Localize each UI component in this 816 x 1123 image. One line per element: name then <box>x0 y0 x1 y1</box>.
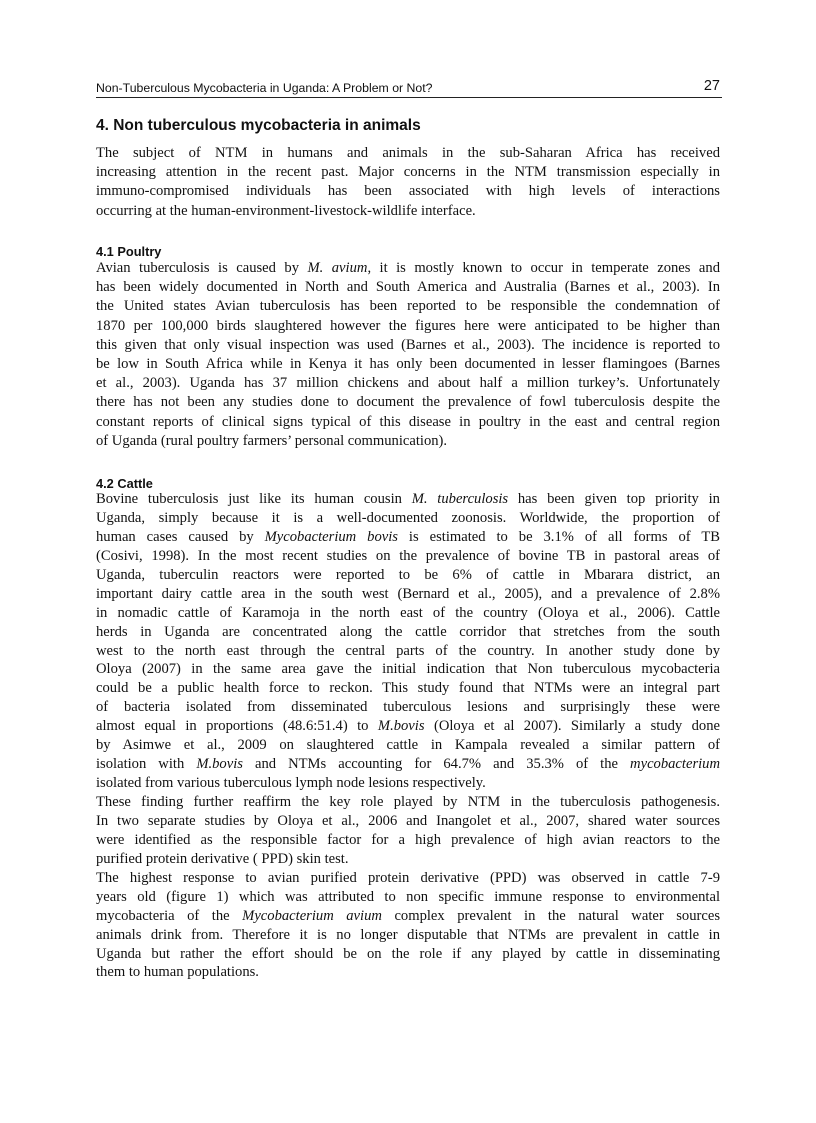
text-run: is estimated to be 3.1% of all forms of TB <box>397 528 720 545</box>
text-run: west to the north east through the central parts of the country. In another study done by <box>96 642 720 659</box>
text-run: could be a public health force to reckon. This study found that NTMs were an integral part <box>96 680 720 697</box>
text-run: (Oloya et al 2007). Similarly a study done <box>424 718 720 735</box>
text-line <box>96 907 720 926</box>
text-line <box>96 831 720 850</box>
italic-term: Mycobacterium avium <box>242 907 382 924</box>
text-line <box>96 278 720 297</box>
text-run: human cases caused by <box>96 528 265 545</box>
text-run: them to human populations. <box>96 964 259 981</box>
text-run: herds in Uganda are concentrated along the cattle corridor that stretches from the south <box>96 623 720 640</box>
text-line <box>96 317 720 336</box>
text-line <box>96 528 720 547</box>
text-line <box>96 660 720 679</box>
text-run: of bacteria isolated from disseminated tuberculous lesions and surprisingly these were <box>96 699 720 716</box>
text-line <box>96 755 720 774</box>
text-line <box>96 850 720 869</box>
italic-term: M. avium <box>307 260 368 276</box>
poultry-paragraph <box>96 259 720 451</box>
cattle-paragraph <box>96 490 720 982</box>
text-line <box>96 163 720 182</box>
text-line <box>96 736 720 755</box>
text-run: 1870 per 100,000 birds slaughtered however the figures here were anticipated to be higher than <box>96 317 720 334</box>
text-run: years old (figure 1) which was attributed to non specific immune response to environmental <box>96 888 720 905</box>
text-run: The highest response to avian purified protein derivative (PPD) was observed in cattle 7-9 <box>96 869 720 886</box>
text-line <box>96 259 720 278</box>
text-run: immuno-compromised individuals has been associated with high levels of interactions <box>96 183 720 200</box>
text-run: Bovine tuberculosis just like its human cousin <box>96 491 412 507</box>
text-line <box>96 679 720 698</box>
text-line <box>96 336 720 355</box>
text-line <box>96 869 720 888</box>
text-run: complex prevalent in the natural water sources <box>381 907 720 924</box>
text-line <box>96 717 720 736</box>
text-run: and NTMs accounting for 64.7% and 35.3% of the <box>242 756 631 773</box>
text-run: Oloya (2007) in the same area gave the initial indication that Non tuberculous mycobacteria <box>96 661 720 678</box>
text-run: has been widely documented in North and South America and Australia (Barnes et al., 2003). In <box>96 279 720 296</box>
text-run: (Cosivi, 1998). In the most recent studies on the prevalence of bovine TB in pastoral areas of <box>96 547 720 564</box>
text-line <box>96 926 720 945</box>
text-line <box>96 623 720 642</box>
text-line <box>96 774 720 793</box>
text-line <box>96 585 720 604</box>
text-run: has been given top priority in <box>508 491 720 507</box>
text-line <box>96 642 720 661</box>
text-run: the United states Avian tuberculosis has been reported to be responsible the condemnation of <box>96 298 720 315</box>
text-line <box>96 963 720 982</box>
text-line <box>96 432 720 451</box>
text-run: by Asimwe et al., 2009 on slaughtered cattle in Kampala revealed a similar pattern of <box>96 737 720 754</box>
text-run: almost equal in proportions (48.6:51.4) to <box>96 718 378 735</box>
text-run: occurring at the human-environment-livestock-wildlife interface. <box>96 202 476 219</box>
text-line <box>96 812 720 831</box>
italic-term: mycobacterium <box>630 756 720 773</box>
text-run: mycobacteria of the <box>96 907 243 924</box>
text-line <box>96 547 720 566</box>
text-line <box>96 793 720 812</box>
text-line <box>96 393 720 412</box>
italic-term: M. tuberculosis <box>411 491 509 507</box>
text-line <box>96 698 720 717</box>
text-run: important dairy cattle area in the south west (Bernard et al., 2005), and a prevalence of 2.8% <box>96 585 720 602</box>
page-number: 27 <box>703 78 720 94</box>
text-run: were identified as the responsible factor for a high prevalence of high avian reactors to the <box>96 831 720 848</box>
text-run: this given that only visual inspection was used (Barnes et al., 2003). The incidence is reported to <box>96 336 720 353</box>
text-line <box>96 509 720 528</box>
intro-paragraph <box>96 144 720 221</box>
text-line <box>96 945 720 964</box>
text-line <box>96 374 720 393</box>
text-line <box>96 355 720 374</box>
text-line <box>96 566 720 585</box>
text-run: purified protein derivative ( PPD) skin test. <box>96 850 349 867</box>
text-run: isolation with <box>96 756 197 773</box>
text-line <box>96 297 720 316</box>
text-line <box>96 604 720 623</box>
section-heading: 4. Non tuberculous mycobacteria in animals <box>96 117 421 134</box>
text-run: be low in South Africa while in Kenya it has only been documented in lesser flamingoes (Barnes <box>96 355 720 372</box>
running-title: Non-Tuberculous Mycobacteria in Uganda: A Problem or Not? <box>96 81 433 95</box>
text-line <box>96 202 720 221</box>
text-run: constant reports of clinical signs typical of this disease in poultry in the east and central region <box>96 413 720 430</box>
text-run: of Uganda (rural poultry farmers’ personal communication). <box>96 432 448 449</box>
text-run: there has not been any studies done to document the prevalence of fowl tuberculosis despite the <box>96 394 720 411</box>
text-run: Uganda, simply because it is a well-documented zoonosis. Worldwide, the proportion of <box>96 509 720 526</box>
text-run: , it is mostly known to occur in temperate zones and <box>367 260 720 276</box>
text-line <box>96 182 720 201</box>
subsection-heading-poultry: 4.1 Poultry <box>96 244 162 259</box>
text-line <box>96 144 720 163</box>
text-run: Avian tuberculosis is caused by <box>96 260 308 276</box>
text-line <box>96 888 720 907</box>
text-line <box>96 413 720 432</box>
italic-term: M.bovis <box>377 718 425 735</box>
text-line <box>96 490 720 509</box>
running-header <box>96 80 722 98</box>
text-run: et al., 2003). Uganda has 37 million chickens and about half a million turkey’s. Unfortunately <box>96 375 720 392</box>
text-run: The subject of NTM in humans and animals in the sub-Saharan Africa has received <box>96 145 720 161</box>
italic-term: M.bovis <box>196 756 243 773</box>
subsection-heading-cattle: 4.2 Cattle <box>96 476 153 491</box>
text-run: animals drink from. Therefore it is no longer disputable that NTMs are prevalent in cattle in <box>96 926 720 943</box>
text-run: In two separate studies by Oloya et al., 2006 and Inangolet et al., 2007, shared water sources <box>96 812 720 829</box>
text-run: These finding further reaffirm the key role played by NTM in the tuberculosis pathogenesis. <box>96 794 720 810</box>
text-run: Uganda but rather the effort should be on the role if any played by cattle in disseminating <box>96 945 720 962</box>
text-run: in nomadic cattle of Karamoja in the north east of the country (Oloya et al., 2006). Cattle <box>96 604 720 621</box>
text-run: Uganda, tuberculin reactors were reported to be 6% of cattle in Mbarara district, an <box>96 566 720 583</box>
text-run: isolated from various tuberculous lymph node lesions respectively. <box>96 775 486 792</box>
italic-term: Mycobacterium bovis <box>264 528 398 545</box>
text-run: increasing attention in the recent past. Major concerns in the NTM transmission especially in <box>96 164 720 181</box>
